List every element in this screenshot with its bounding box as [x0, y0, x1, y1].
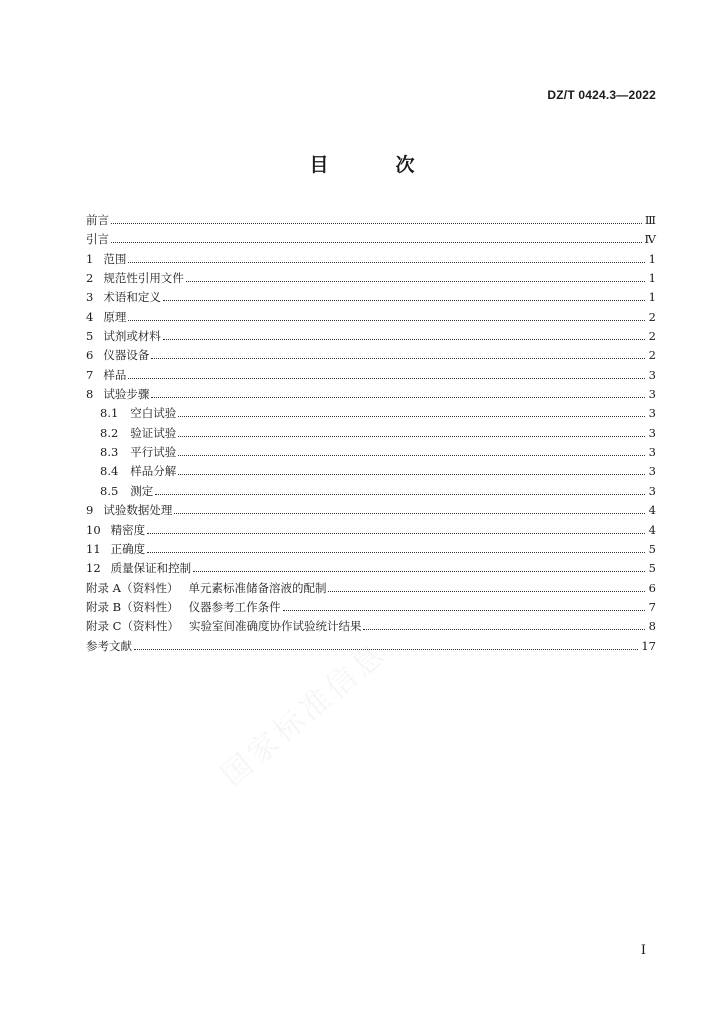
toc-dot-leader — [178, 436, 645, 437]
toc-entry[interactable] — [86, 367, 656, 386]
toc-entry-page: 3 — [648, 464, 656, 479]
watermark: 国家标准信息 — [214, 635, 394, 794]
toc-entry-page: 1 — [648, 251, 656, 266]
toc-dot-leader — [147, 533, 645, 534]
toc-dot-leader — [363, 629, 645, 630]
toc-entry[interactable] — [86, 502, 656, 521]
toc-entry[interactable] — [86, 212, 656, 231]
toc-entry-page: 3 — [648, 425, 656, 440]
toc-entry-number: 10 — [86, 522, 101, 537]
toc-entry-label: 原理 — [103, 309, 127, 324]
toc-entry[interactable] — [86, 522, 656, 541]
toc-dot-leader — [163, 339, 645, 340]
toc-entry[interactable] — [86, 541, 656, 560]
toc-entry[interactable] — [86, 580, 656, 599]
toc-entry-page: 3 — [648, 387, 656, 402]
toc-dot-leader — [178, 416, 645, 417]
toc-entry[interactable] — [86, 638, 656, 657]
toc-entry-number: 4 — [86, 309, 94, 324]
toc-dot-leader — [155, 494, 645, 495]
toc-entry[interactable] — [86, 618, 656, 637]
toc-dot-leader — [111, 242, 642, 243]
toc-entry[interactable] — [86, 347, 656, 366]
page-number: Ⅰ — [640, 943, 646, 958]
toc-entry-page: 5 — [648, 561, 656, 576]
toc-entry-label: 精密度 — [110, 522, 146, 537]
toc-entry[interactable] — [86, 405, 656, 424]
toc-dot-leader — [163, 300, 645, 301]
toc-entry-label: 参考文献 — [86, 638, 132, 653]
toc-entry-label: 仪器设备 — [103, 348, 150, 363]
toc-entry-label: 范围 — [103, 251, 127, 266]
toc-entry-label: 前言 — [86, 213, 109, 227]
toc-entry[interactable] — [86, 270, 656, 289]
toc-entry-number: 9 — [86, 503, 94, 518]
toc-entry-page: 4 — [648, 522, 656, 537]
toc-entry-label: 平行试验 — [130, 445, 177, 460]
toc-dot-leader — [186, 281, 645, 282]
toc-entry-label: 样品 — [103, 367, 127, 382]
toc-entry-label: 质量保证和控制 — [110, 561, 192, 576]
toc-entry-number: 7 — [86, 367, 94, 382]
toc-dot-leader — [151, 397, 645, 398]
toc-entry-number: 5 — [86, 329, 94, 344]
toc-entry-page: 3 — [648, 406, 656, 421]
toc-entry[interactable] — [86, 444, 656, 463]
toc-entry-label: 验证试验 — [130, 425, 177, 440]
toc-dot-leader — [128, 320, 645, 321]
toc-dot-leader — [193, 571, 645, 572]
toc-entry[interactable] — [86, 425, 656, 444]
toc-entry-page: 8 — [648, 619, 656, 634]
toc-dot-leader — [128, 378, 645, 379]
toc-entry-page: 3 — [648, 445, 656, 460]
toc-dot-leader — [151, 358, 645, 359]
toc-dot-leader — [111, 223, 642, 224]
toc-entry-page: Ⅲ — [644, 213, 656, 227]
toc-dot-leader — [178, 474, 645, 475]
toc-dot-leader — [328, 591, 645, 592]
toc-entry-page: 2 — [648, 329, 656, 344]
toc-entry-number: 3 — [86, 290, 94, 305]
toc-entry-number: 8.1 — [100, 406, 119, 421]
toc-entry-label: 试验数据处理 — [103, 503, 173, 518]
toc-entry-number: 12 — [86, 561, 101, 576]
standard-code: DZ/T 0424.3—2022 — [547, 88, 656, 102]
toc-entry-page: 1 — [648, 290, 656, 305]
toc-entry-label: 规范性引用文件 — [103, 271, 184, 286]
toc-entry-page: Ⅳ — [644, 232, 656, 247]
toc-entry-number: 8.4 — [100, 464, 119, 479]
toc-entry-number: 2 — [86, 271, 94, 286]
toc-entry-number: 附录 A（资料性） — [86, 580, 179, 595]
toc-entry-label: 测定 — [130, 483, 154, 498]
toc-entry[interactable] — [86, 560, 656, 579]
toc-dot-leader — [128, 262, 645, 263]
toc-entry-page: 2 — [648, 348, 656, 363]
toc-entry-label: 试验步骤 — [103, 387, 150, 402]
toc-dot-leader — [134, 649, 638, 650]
toc-entry-number: 8.2 — [100, 425, 119, 440]
toc-title: 目 次 — [309, 154, 439, 176]
toc-entry-label: 样品分解 — [130, 464, 177, 479]
toc-entry-number: 8 — [86, 387, 94, 402]
toc-entry-label: 试剂或材料 — [103, 329, 161, 344]
table-of-contents — [86, 212, 656, 657]
toc-entry-label: 正确度 — [110, 541, 146, 556]
toc-dot-leader — [283, 610, 645, 611]
toc-entry-page: 7 — [648, 599, 656, 614]
toc-entry-page: 3 — [648, 483, 656, 498]
toc-entry-page: 5 — [648, 541, 656, 556]
toc-entry-number: 8.5 — [100, 483, 119, 498]
toc-entry-number: 6 — [86, 348, 94, 363]
toc-dot-leader — [178, 455, 645, 456]
toc-entry-number: 附录 C（资料性） — [86, 619, 179, 634]
toc-entry-page: 17 — [641, 638, 656, 653]
toc-entry-label: 术语和定义 — [103, 290, 161, 305]
toc-entry-label: 仪器参考工作条件 — [188, 599, 281, 614]
toc-entry-number: 1 — [86, 251, 94, 266]
toc-entry[interactable] — [86, 251, 656, 270]
toc-dot-leader — [147, 552, 645, 553]
toc-dot-leader — [174, 513, 645, 514]
toc-entry-page: 3 — [648, 367, 656, 382]
toc-entry[interactable] — [86, 386, 656, 405]
toc-entry-number: 附录 B（资料性） — [86, 599, 179, 614]
toc-entry[interactable] — [86, 309, 656, 328]
toc-entry-page: 4 — [648, 503, 656, 518]
toc-entry-label: 引言 — [86, 232, 109, 247]
toc-entry[interactable] — [86, 328, 656, 347]
toc-entry[interactable] — [86, 231, 656, 250]
toc-entry[interactable] — [86, 483, 656, 502]
toc-entry-label: 空白试验 — [130, 406, 177, 421]
toc-entry-page: 2 — [648, 309, 656, 324]
toc-entry[interactable] — [86, 289, 656, 308]
toc-entry-page: 1 — [648, 271, 656, 286]
toc-entry-label: 实验室间准确度协作试验统计结果 — [188, 619, 362, 634]
toc-entry[interactable] — [86, 599, 656, 618]
toc-entry[interactable] — [86, 463, 656, 482]
toc-entry-label: 单元素标准储备溶液的配制 — [188, 580, 327, 595]
toc-entry-number: 11 — [86, 541, 101, 556]
toc-entry-number: 8.3 — [100, 445, 119, 460]
toc-entry-page: 6 — [648, 580, 656, 595]
